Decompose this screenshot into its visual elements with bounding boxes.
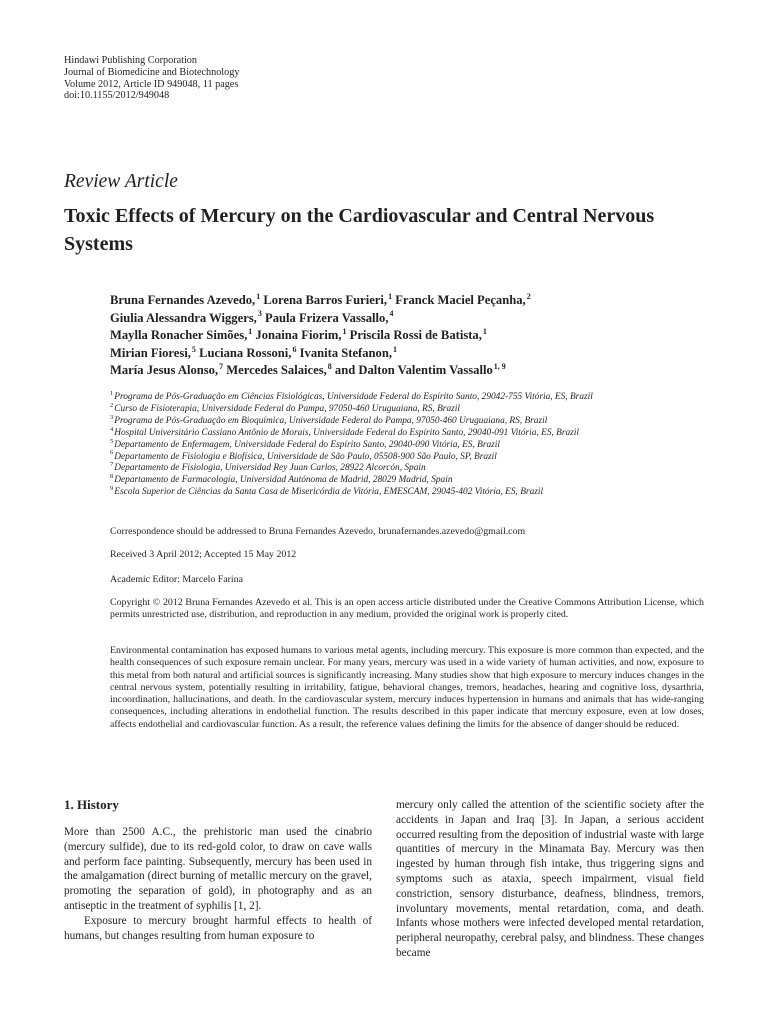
affiliation-text: Departamento de Fisiologia e Biofísica, Universidade de São Paulo, 05508-900 São Paulo, SP, Brazil	[114, 451, 497, 462]
author-affiliation-marker: 1	[393, 344, 397, 354]
affiliation-item	[110, 401, 593, 416]
affiliation-item	[110, 463, 593, 475]
affiliation-text: Departamento de Fisiologia, Universidad Rey Juan Carlos, 28922 Alcorcón, Spain	[114, 463, 426, 474]
article-title: Toxic Effects of Mercury on the Cardiovascular and Central Nervous Systems	[64, 205, 655, 255]
volume-info: Volume 2012, Article ID 949048, 11 pages	[64, 78, 239, 90]
author-affiliation-marker: 1	[388, 291, 393, 301]
article-type: Review Article	[64, 171, 178, 192]
affiliation-item	[110, 437, 593, 452]
copyright-notice: Copyright © 2012 Bruna Fernandes Azevedo et al. This is an open access article distributed under the Creative Commons Attribution License, which permits unrestricted use, distribution, and reproduction in any medium, provided the original work is properly cited.	[110, 597, 704, 621]
author-name: Giulia Alessandra Wiggers,	[110, 310, 257, 325]
academic-editor: Academic Editor: Marcelo Farina	[110, 574, 243, 585]
affiliation-item	[110, 487, 593, 499]
author-line	[110, 345, 531, 363]
author-affiliation-marker: 1	[482, 327, 487, 336]
correspondence-email[interactable]: brunafernandes.azevedo@gmail.com	[378, 526, 526, 537]
correspondence-text: Correspondence should be addressed to Bruna Fernandes Azevedo,	[110, 526, 376, 537]
body-paragraph: mercury only called the attention of the scientific society after the accidents in Japan and Iraq [3]. In Japan, a serious accident occurred resulting from the deposition of industrial waste with large quantities of mercury in the Minamata Bay. Mercury was then ingested by human through fish intake, thus triggering signs and symptoms such as ataxia, speech impairment, visual field constriction, sensory disturbance, deafness, blindness, tremors, involuntary movements, mental retardation, coma, and death. Infants whose mothers were infected developed mental retardation, peripheral neuropathy, cerebral palsy, and blindness. These changes became	[396, 799, 704, 959]
author-affiliation-marker: 6	[292, 344, 297, 354]
affiliation-text: Hospital Universitário Cassiano Antônio de Morais, Universidade Federal do Espírito Santo, 29040-091 Vitória, ES, Brazil	[114, 427, 580, 438]
affiliation-number: 7	[110, 461, 114, 469]
journal-name: Journal of Biomedicine and Biotechnology	[64, 66, 240, 78]
abstract: Environmental contamination has exposed humans to various metal agents, including mercury. This exposure is more common than expected, and the health consequences of such exposure remain unclear. For many years, mercury was used in a wide variety of human activities, and now, exposure to this metal from both natural and artificial sources is significantly increasing. Many studies show that high exposure to mercury induces changes in the central nervous system, potentially resulting in irritability, fatigue, behavioral changes, tremors, headaches, hearing and cognitive loss, dysarthria, incoordination, hallucinations, and death. In the cardiovascular system, mercury induces hypertension in humans and animals that has wide-ranging consequences, including alterations in endothelial function. The results described in this paper indicate that mercury exposure, even at low doses, affects endothelial and cardiovascular function. As a result, the reference values defining the limits for the absence of danger should be reduced.	[110, 645, 704, 730]
author-name: and Dalton Valentim Vassallo	[334, 363, 493, 378]
author-name: Priscila Rossi de Batista,	[349, 328, 482, 343]
author-name: Jonaina Fiorim,	[255, 328, 342, 343]
author-line	[110, 362, 531, 380]
received-dates: Received 3 April 2012; Accepted 15 May 2012	[110, 549, 297, 560]
author-name: Franck Maciel Peçanha,	[395, 293, 526, 307]
affiliation-number: 5	[110, 437, 114, 445]
affiliation-number: 3	[110, 413, 114, 421]
affiliation-number: 6	[110, 449, 114, 457]
body-paragraph: More than 2500 A.C., the prehistoric man used the cinabrio (mercury sulfide), due to its red-gold color, to draw on cave walls and perform face painting. Subsequently, mercury has been used in the amalgamation (direct burning of metallic mercury on the gravel, promoting the separation of gold), in photography and as an antiseptic in the treatment of syphilis [1, 2].	[64, 826, 372, 912]
author-name: María Jesus Alonso,	[110, 363, 219, 378]
author-affiliation-marker: 7	[219, 362, 224, 372]
affiliation-text: Escola Superior de Ciências da Santa Casa de Misericórdia de Vitória, EMESCAM, 29045-402 Vitória, ES, Brazil	[114, 487, 544, 498]
author-name: Mirian Fioresi,	[110, 345, 191, 360]
body-paragraph: Exposure to mercury brought harmful effects to health of humans, but changes resulting from human exposure to	[64, 914, 372, 942]
author-name: Bruna Fernandes Azevedo,	[110, 293, 256, 307]
doi-link[interactable]: doi:10.1155/2012/949048	[64, 90, 170, 102]
affiliation-number: 9	[110, 485, 114, 493]
author-affiliation-marker: 5	[191, 344, 196, 354]
affiliation-list	[110, 389, 593, 499]
affiliation-item	[110, 475, 593, 487]
author-name: Ivanita Stefanon,	[299, 345, 392, 360]
author-affiliation-marker: 1	[342, 327, 347, 336]
author-list	[110, 292, 531, 380]
author-affiliation-marker: 1	[256, 291, 261, 301]
author-affiliation-marker: 2	[526, 291, 531, 301]
author-name: Lorena Barros Furieri,	[263, 293, 388, 307]
author-affiliation-marker: 1, 9	[493, 362, 506, 372]
correspondence	[110, 526, 525, 537]
journal-masthead	[64, 55, 239, 102]
author-affiliation-marker: 3	[257, 309, 262, 319]
affiliation-text: Curso de Fisioterapia, Universidade Federal do Pampa, 97050-460 Uruguaiana, RS, Brazil	[114, 403, 460, 414]
affiliation-text: Departamento de Farmacología, Universidad Autónoma de Madrid, 28029 Madrid, Spain	[114, 475, 453, 486]
affiliation-number: 1	[110, 389, 114, 397]
publisher-name: Hindawi Publishing Corporation	[64, 55, 197, 66]
author-affiliation-marker: 8	[327, 362, 332, 372]
author-line	[110, 310, 531, 328]
affiliation-number: 2	[110, 401, 114, 409]
author-name: Luciana Rossoni,	[199, 345, 292, 360]
affiliation-item	[110, 425, 593, 440]
affiliation-text: Programa de Pós-Graduação em Bioquímica, Universidade Federal do Pampa, 97050-460 Uruguaiana, RS, Brazil	[114, 415, 548, 426]
author-name: Paula Frizera Vassallo,	[265, 310, 389, 325]
affiliation-text: Departamento de Enfermagem, Universidade Federal do Espírito Santo, 29040-090 Vitória, ES, Brazil	[114, 439, 500, 450]
section-heading: 1. History	[64, 797, 119, 812]
affiliation-item	[110, 389, 593, 404]
author-affiliation-marker: 4	[389, 309, 394, 319]
body-column-right	[396, 798, 704, 961]
author-name: Maylla Ronacher Simões,	[110, 328, 248, 343]
body-column-left	[64, 797, 372, 943]
affiliation-number: 8	[110, 473, 114, 481]
affiliation-item	[110, 413, 593, 428]
affiliation-text: Programa de Pós-Graduação em Ciências Fisiológicas, Universidade Federal do Espírito Santo, 29042-755 Vitória, ES, Brazil	[114, 392, 593, 402]
author-affiliation-marker: 1	[248, 327, 253, 336]
author-name: Mercedes Salaices,	[226, 363, 327, 378]
author-line	[110, 292, 531, 310]
affiliation-item	[110, 449, 593, 464]
affiliation-number: 4	[110, 425, 114, 433]
author-line	[110, 327, 531, 345]
